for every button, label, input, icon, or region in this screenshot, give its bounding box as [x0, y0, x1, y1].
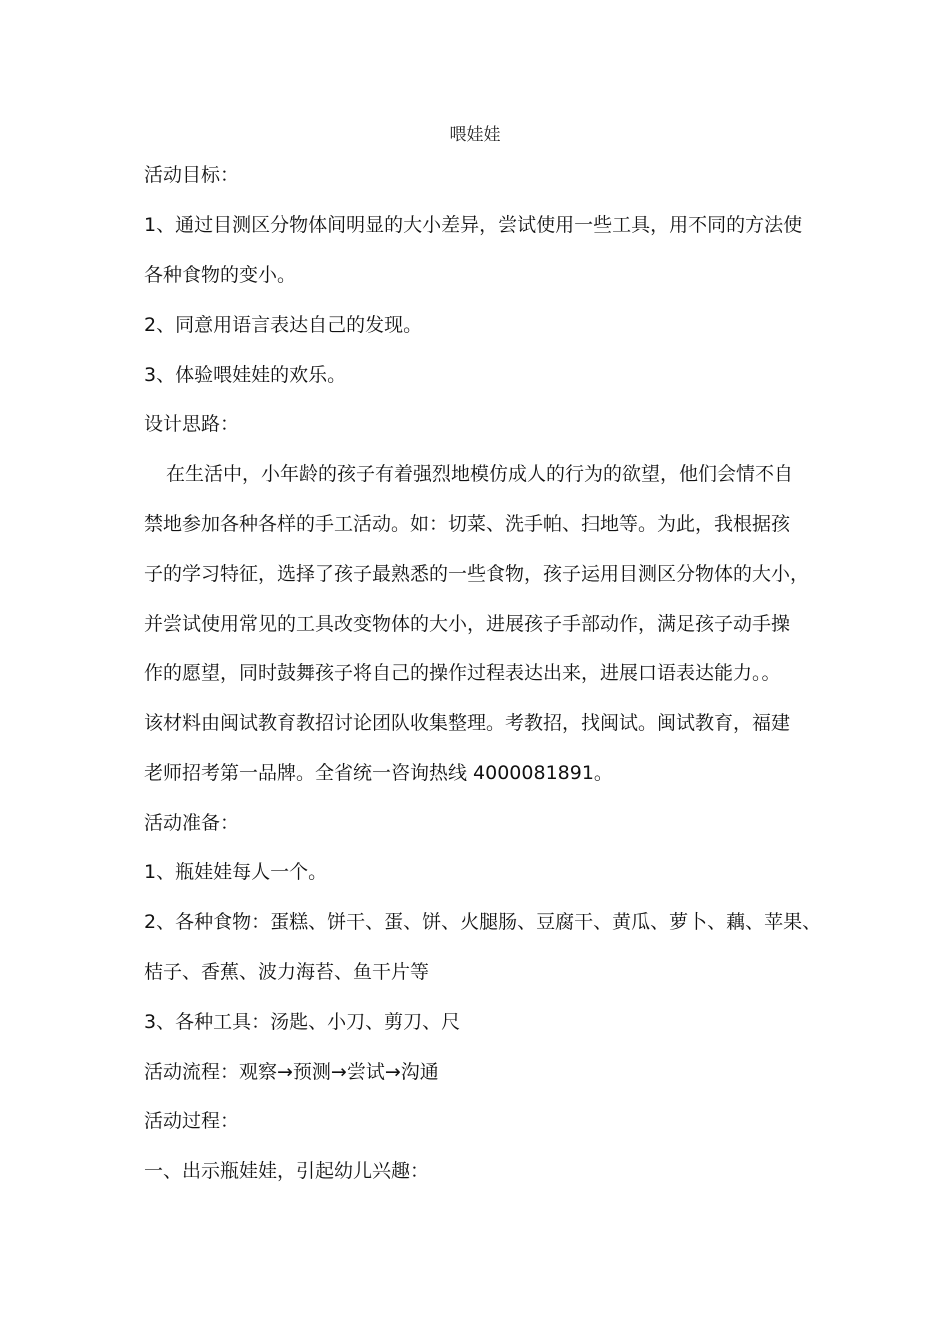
- paragraph-line: 一、出示瓶娃娃，引起幼儿兴趣：: [144, 1160, 430, 1182]
- paragraph-line: 1、通过目测区分物体间明显的大小差异，尝试使用一些工具，用不同的方法使: [144, 214, 803, 236]
- heading-activity-process: 活动过程：: [144, 1110, 240, 1132]
- heading-activity-goals: 活动目标：: [144, 164, 240, 186]
- paragraph-line: 子的学习特征，选择了孩子最熟悉的一些食物，孩子运用目测区分物体的大小，: [144, 563, 810, 585]
- paragraph-line: 老师招考第一品牌。全省统一咨询热线 4000081891。: [144, 762, 613, 784]
- document-title: 喂娃娃: [449, 125, 501, 145]
- paragraph-line: 禁地参加各种各样的手工活动。如：切菜、洗手帕、扫地等。为此，我根据孩: [144, 513, 791, 535]
- paragraph-line: 该材料由闽试教育教招讨论团队收集整理。考教招，找闽试。闽试教育，福建: [144, 712, 791, 734]
- heading-activity-flow: 活动流程：观察→预测→尝试→沟通: [144, 1061, 439, 1083]
- paragraph-line: 在生活中，小年龄的孩子有着强烈地模仿成人的行为的欲望，他们会情不自: [166, 463, 794, 485]
- paragraph-line: 桔子、香蕉、波力海苔、鱼干片等: [144, 961, 430, 983]
- paragraph-line: 并尝试使用常见的工具改变物体的大小，进展孩子手部动作，满足孩子动手操: [144, 613, 791, 635]
- heading-activity-preparation: 活动准备：: [144, 812, 240, 834]
- paragraph-line: 各种食物的变小。: [144, 264, 297, 286]
- paragraph-line: 作的愿望，同时鼓舞孩子将自己的操作过程表达出来，进展口语表达能力。。: [144, 662, 781, 684]
- heading-design-idea: 设计思路：: [144, 413, 240, 435]
- paragraph-line: 2、同意用语言表达自己的发现。: [144, 314, 423, 336]
- paragraph-line: 3、各种工具：汤匙、小刀、剪刀、尺: [144, 1011, 461, 1033]
- paragraph-line: 3、体验喂娃娃的欢乐。: [144, 364, 347, 386]
- paragraph-line: 1、瓶娃娃每人一个。: [144, 861, 328, 883]
- paragraph-line: 2、各种食物：蛋糕、饼干、蛋、饼、火腿肠、豆腐干、黄瓜、萝卜、藕、苹果、: [144, 911, 822, 933]
